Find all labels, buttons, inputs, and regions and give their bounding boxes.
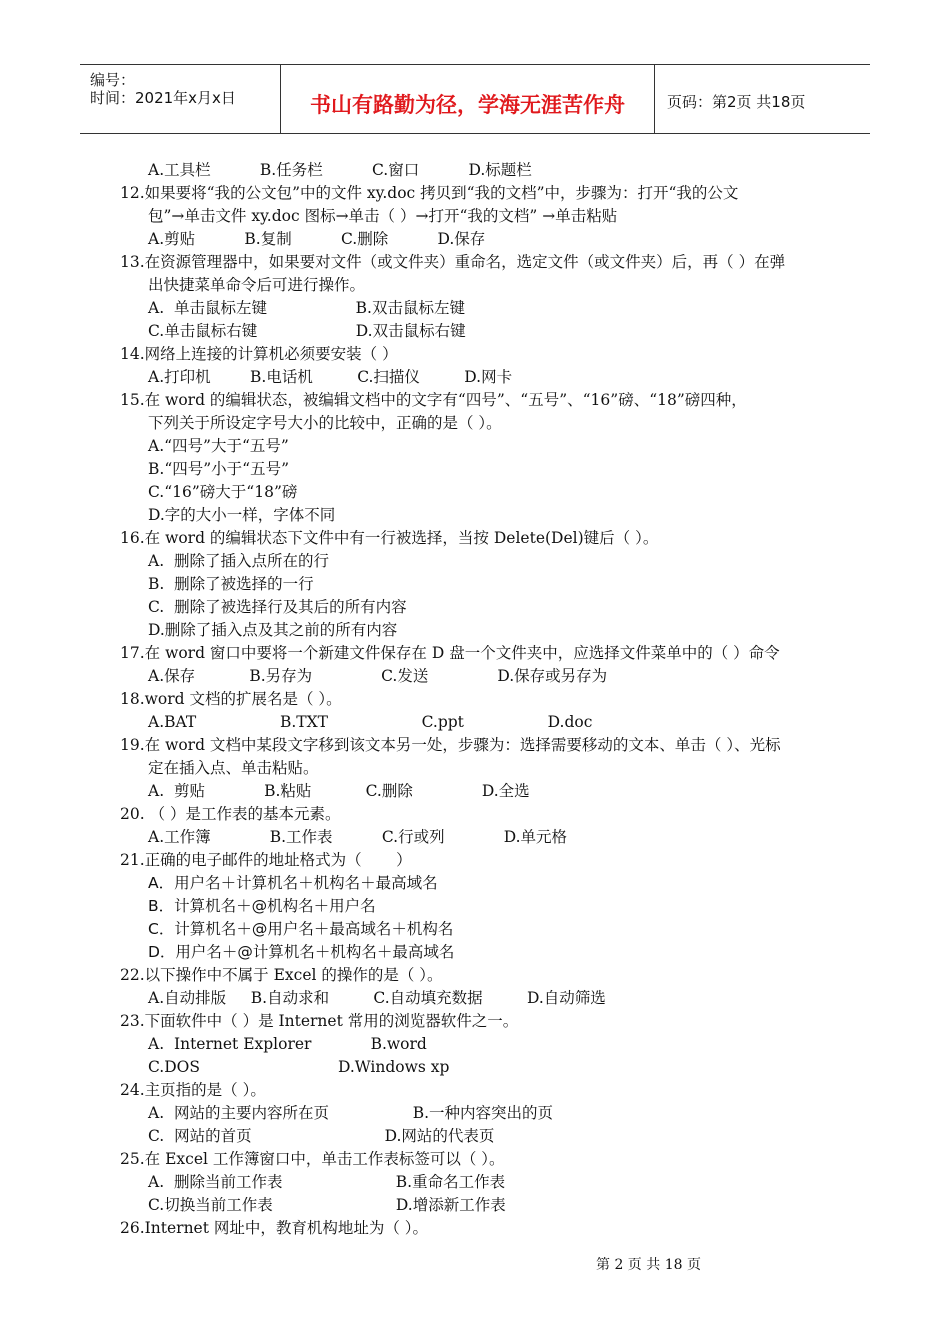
option-line: C. 删除了被选择行及其后的所有内容 [148, 598, 407, 616]
question-line: 17.在 word 窗口中要将一个新建文件保存在 D 盘一个文件夹中，应选择文件菜单中的（ ）命令 [120, 644, 780, 662]
header-page-cell [655, 65, 870, 133]
question-line: 14.网络上连接的计算机必须要安装（ ） [120, 345, 398, 363]
option-line: C．计算机名＋@用户名＋最高域名＋机构名 [148, 920, 454, 938]
option-line: A. 删除当前工作表 B.重命名工作表 [148, 1173, 506, 1191]
question-line: 下列关于所设定字号大小的比较中，正确的是（ ）。 [148, 414, 502, 432]
option-line: D．用户名＋@计算机名＋机构名＋最高域名 [148, 943, 455, 961]
header-page-label: 页码：第2页 共18页 [667, 93, 806, 111]
question-line: 23.下面软件中（ ）是 Internet 常用的浏览器软件之一。 [120, 1012, 519, 1030]
question-line: 25.在 Excel 工作簿窗口中，单击工作表标签可以（ ）。 [120, 1150, 505, 1168]
question-line: 15.在 word 的编辑状态，被编辑文档中的文字有“四号”、“五号”、“16”磅、“18”磅四种， [120, 391, 747, 409]
option-line: C.切换当前工作表 D.增添新工作表 [148, 1196, 506, 1214]
question-line: 19.在 word 文档中某段文字移到该文本另一处，步骤为：选择需要移动的文本、单击（ ）、光标 [120, 736, 781, 754]
option-line: B. 删除了被选择的一行 [148, 575, 314, 593]
option-line: C. 网站的首页 D.网站的代表页 [148, 1127, 495, 1145]
option-line: D.删除了插入点及其之前的所有内容 [148, 621, 398, 639]
option-line: A．用户名＋计算机名＋机构名＋最高域名 [148, 874, 438, 892]
option-line: A.BAT B.TXT C.ppt D.doc [148, 713, 593, 731]
question-line: 定在插入点、单击粘贴。 [148, 759, 319, 777]
option-line: B．计算机名＋@机构名＋用户名 [148, 897, 376, 915]
question-line: 20. （ ）是工作表的基本元素。 [120, 805, 341, 823]
page-footer: 第 2 页 共 18 页 [596, 1257, 701, 1273]
option-line: A.打印机 B.电话机 C.扫描仪 D.网卡 [148, 368, 513, 386]
option-line: A.保存 B.另存为 C.发送 D.保存或另存为 [148, 667, 608, 685]
option-line: D.字的大小一样，字体不同 [148, 506, 336, 524]
option-line: A.工作簿 B.工作表 C.行或列 D.单元格 [148, 828, 567, 846]
option-line: A. 删除了插入点所在的行 [148, 552, 329, 570]
document-number-label: 编号： [90, 71, 136, 89]
document-date-label: 时间：2021年x月x日 [90, 89, 236, 107]
option-line: A. 剪贴 B.粘贴 C.删除 D.全选 [148, 782, 530, 800]
option-line: A.“四号”大于“五号” [148, 437, 289, 455]
option-line: C.DOS D.Windows xp [148, 1058, 450, 1076]
question-line: 12.如果要将“我的公文包”中的文件 xy.doc 拷贝到“我的文档”中，步骤为：打开“我的公文 [120, 184, 739, 202]
option-line: A.工具栏 B.任务栏 C.窗口 D.标题栏 [148, 161, 532, 179]
header-table [80, 64, 870, 134]
question-line: 22.以下操作中不属于 Excel 的操作的是（ ）。 [120, 966, 443, 984]
option-line: B.“四号”小于“五号” [148, 460, 290, 478]
header-motto-cell [280, 65, 655, 133]
option-line: C.“16”磅大于“18”磅 [148, 483, 298, 501]
question-line: 26.Internet 网址中，教育机构地址为（ ）。 [120, 1219, 429, 1237]
question-line: 包”→单击文件 xy.doc 图标→单击（ ）→打开“我的文档” →单击粘贴 [148, 207, 618, 225]
option-line: A.剪贴 B.复制 C.删除 D.保存 [148, 230, 486, 248]
question-line: 18.word 文档的扩展名是（ ）。 [120, 690, 342, 708]
question-line: 24.主页指的是（ ）。 [120, 1081, 266, 1099]
option-line: A. 单击鼠标左键 B.双击鼠标左键 [148, 299, 465, 317]
question-line: 16.在 word 的编辑状态下文件中有一行被选择，当按 Delete(Del)键后（ ）。 [120, 529, 659, 547]
header-info-cell [80, 65, 280, 133]
option-line: C.单击鼠标右键 D.双击鼠标右键 [148, 322, 466, 340]
header-motto: 书山有路勤为径，学海无涯苦作舟 [310, 93, 625, 117]
option-line: A. Internet Explorer B.word [148, 1035, 427, 1053]
question-line: 13.在资源管理器中，如果要对文件（或文件夹）重命名，选定文件（或文件夹）后，再（ ）在弹 [120, 253, 786, 271]
option-line: A. 网站的主要内容所在页 B.一种内容突出的页 [148, 1104, 554, 1122]
option-line: A.自动排版 B.自动求和 C.自动填充数据 D.自动筛选 [148, 989, 606, 1007]
question-line: 出快捷菜单命令后可进行操作。 [148, 276, 366, 294]
question-line: 21.正确的电子邮件的地址格式为（ ） [120, 851, 412, 869]
